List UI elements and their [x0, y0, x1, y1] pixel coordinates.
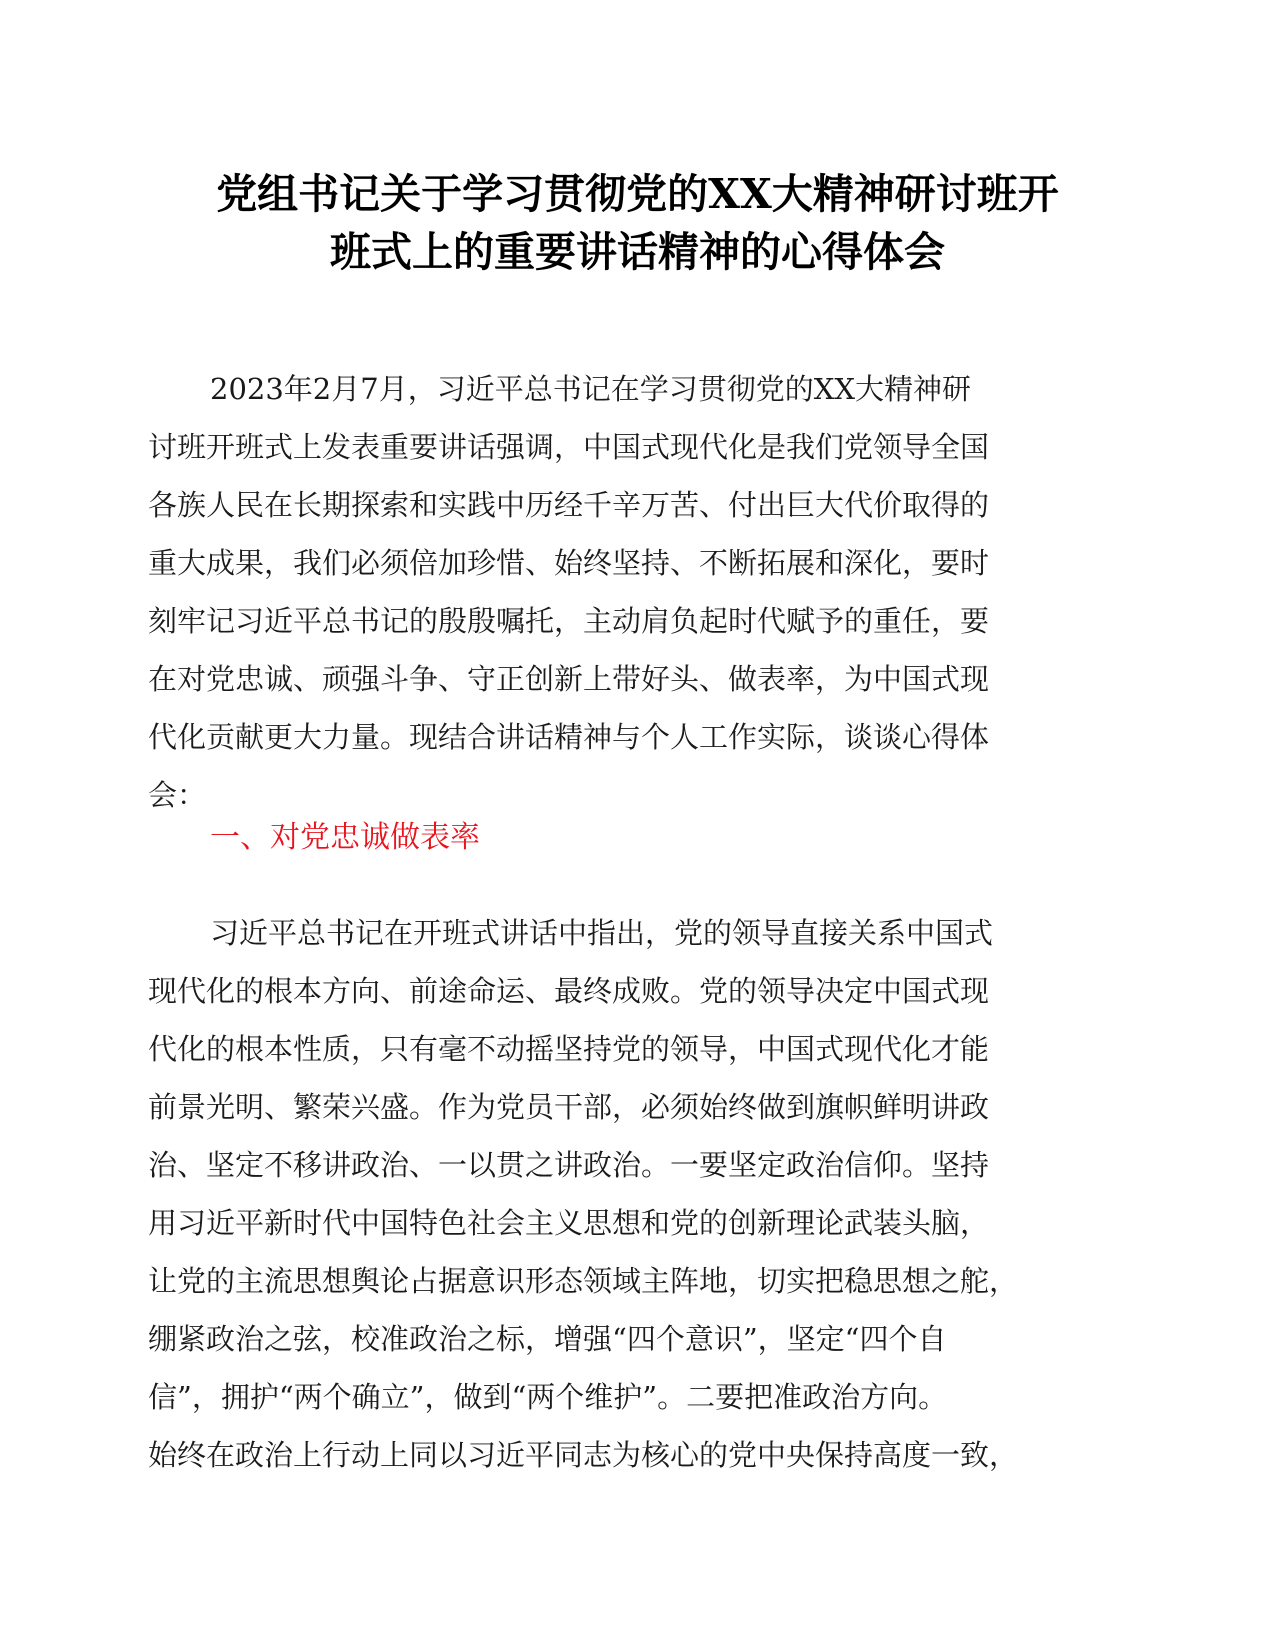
paragraph-line: 治、坚定不移讲政治、一以贯之讲政治。一要坚定政治信仰。坚持 — [148, 1148, 990, 1182]
paragraph-line: 重大成果，我们必须倍加珍惜、始终坚持、不断拓展和深化，要时 — [148, 546, 990, 580]
paragraph-line: 绷紧政治之弦，校准政治之标，增强“四个意识”，坚定“四个自 — [148, 1322, 947, 1356]
document-title-line-1: 党组书记关于学习贯彻党的XX大精神研讨班开 — [216, 170, 1059, 218]
paragraph-line: 代化的根本性质，只有毫不动摇坚持党的领导，中国式现代化才能 — [148, 1032, 990, 1066]
paragraph-line: 前景光明、繁荣兴盛。作为党员干部，必须始终做到旗帜鲜明讲政 — [148, 1090, 990, 1124]
section-heading-1: 一、对党忠诚做表率 — [210, 820, 480, 855]
intro-paragraph — [148, 360, 1148, 824]
paragraph-line: 2023年2月7月，习近平总书记在学习贯彻党的XX大精神研 — [210, 372, 971, 406]
paragraph-line: 现代化的根本方向、前途命运、最终成败。党的领导决定中国式现 — [148, 974, 990, 1008]
document-title-line-2: 班式上的重要讲话精神的心得体会 — [330, 228, 945, 276]
paragraph-line: 信”，拥护“两个确立”，做到“两个维护”。二要把准政治方向。 — [148, 1380, 948, 1414]
paragraph-line: 用习近平新时代中国特色社会主义思想和党的创新理论武装头脑， — [148, 1206, 990, 1240]
paragraph-line: 刻牢记习近平总书记的殷殷嘱托，主动肩负起时代赋予的重任，要 — [148, 604, 990, 638]
paragraph-line: 讨班开班式上发表重要讲话强调，中国式现代化是我们党领导全国 — [148, 430, 990, 464]
section1-paragraph — [148, 904, 1148, 1484]
paragraph-line: 代化贡献更大力量。现结合讲话精神与个人工作实际，谈谈心得体 — [148, 720, 990, 754]
paragraph-line: 始终在政治上行动上同以习近平同志为核心的党中央保持高度一致， — [148, 1438, 1019, 1472]
paragraph-line: 各族人民在长期探索和实践中历经千辛万苦、付出巨大代价取得的 — [148, 488, 990, 522]
paragraph-line: 会： — [148, 778, 207, 812]
paragraph-line: 让党的主流思想舆论占据意识形态领域主阵地，切实把稳思想之舵， — [148, 1264, 1019, 1298]
paragraph-line: 在对党忠诚、顽强斗争、守正创新上带好头、做表率，为中国式现 — [148, 662, 990, 696]
paragraph-line: 习近平总书记在开班式讲话中指出，党的领导直接关系中国式 — [210, 916, 994, 950]
